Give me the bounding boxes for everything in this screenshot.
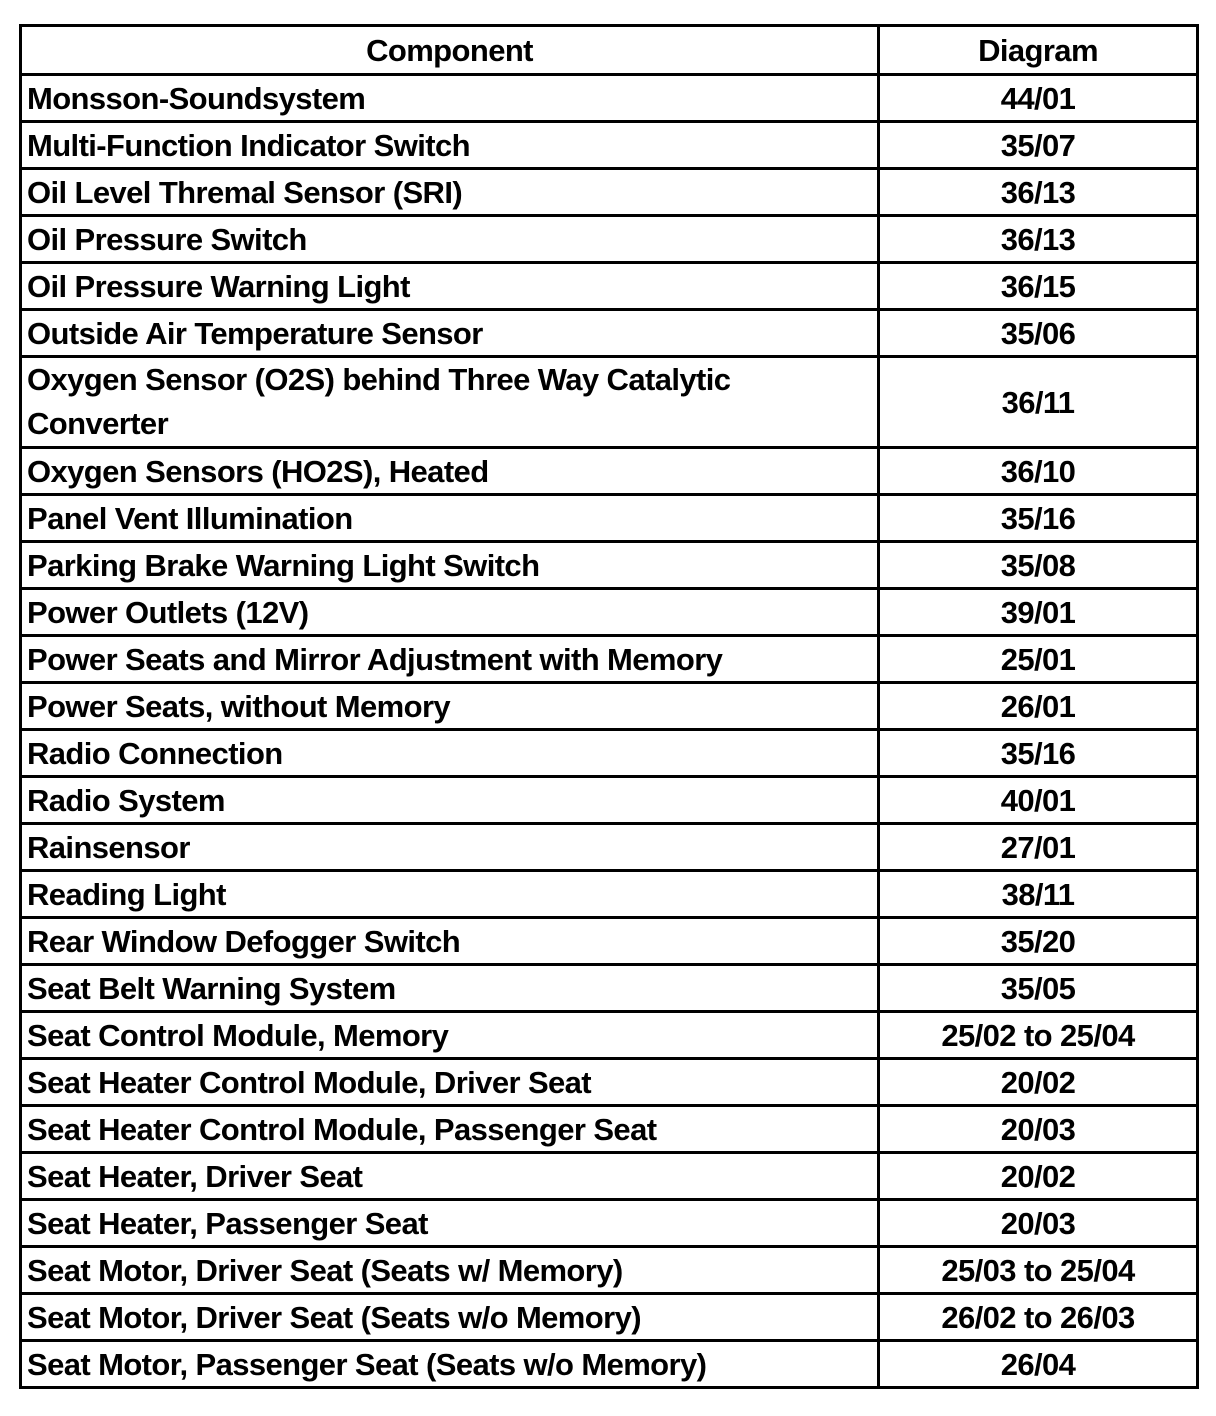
- component-cell: Seat Heater Control Module, Passenger Seat: [21, 1106, 879, 1153]
- table-row: [21, 357, 1198, 448]
- component-cell: Seat Heater, Passenger Seat: [21, 1200, 879, 1247]
- component-cell: Oil Pressure Warning Light: [21, 263, 879, 310]
- diagram-cell: 36/10: [879, 448, 1198, 495]
- diagram-cell: 26/04: [879, 1341, 1198, 1388]
- table-row: [21, 542, 1198, 589]
- diagram-cell: 25/01: [879, 636, 1198, 683]
- diagram-cell: 35/07: [879, 122, 1198, 169]
- table-row: [21, 589, 1198, 636]
- table-row: [21, 1153, 1198, 1200]
- table-row: [21, 918, 1198, 965]
- component-cell: Outside Air Temperature Sensor: [21, 310, 879, 357]
- table-header-row: [21, 26, 1198, 75]
- table-row: [21, 1059, 1198, 1106]
- component-diagram-table-container: [19, 24, 1196, 1389]
- table-row: [21, 1341, 1198, 1388]
- diagram-cell: 26/02 to 26/03: [879, 1294, 1198, 1341]
- table-row: [21, 495, 1198, 542]
- diagram-cell: 35/20: [879, 918, 1198, 965]
- diagram-cell: 27/01: [879, 824, 1198, 871]
- component-cell: Radio System: [21, 777, 879, 824]
- diagram-cell: 35/16: [879, 730, 1198, 777]
- diagram-cell: 39/01: [879, 589, 1198, 636]
- diagram-cell: 20/02: [879, 1153, 1198, 1200]
- component-cell: Seat Heater, Driver Seat: [21, 1153, 879, 1200]
- table-row: [21, 122, 1198, 169]
- component-cell: Power Outlets (12V): [21, 589, 879, 636]
- component-cell: Seat Belt Warning System: [21, 965, 879, 1012]
- table-row: [21, 871, 1198, 918]
- component-cell: Power Seats and Mirror Adjustment with Memory: [21, 636, 879, 683]
- table-row: [21, 1012, 1198, 1059]
- column-header-component: Component: [21, 26, 879, 75]
- component-cell: Oxygen Sensors (HO2S), Heated: [21, 448, 879, 495]
- table-row: [21, 777, 1198, 824]
- diagram-cell: 20/02: [879, 1059, 1198, 1106]
- diagram-cell: 44/01: [879, 75, 1198, 122]
- component-cell: Seat Motor, Driver Seat (Seats w/ Memory): [21, 1247, 879, 1294]
- table-body: [21, 75, 1198, 1388]
- component-cell: Rainsensor: [21, 824, 879, 871]
- component-cell: Multi-Function Indicator Switch: [21, 122, 879, 169]
- component-diagram-table: [19, 24, 1199, 1389]
- diagram-cell: 25/03 to 25/04: [879, 1247, 1198, 1294]
- component-cell: Parking Brake Warning Light Switch: [21, 542, 879, 589]
- table-row: [21, 824, 1198, 871]
- diagram-cell: 25/02 to 25/04: [879, 1012, 1198, 1059]
- component-cell: Oil Level Thremal Sensor (SRI): [21, 169, 879, 216]
- diagram-cell: 36/11: [879, 357, 1198, 448]
- component-cell: Radio Connection: [21, 730, 879, 777]
- diagram-cell: 38/11: [879, 871, 1198, 918]
- table-row: [21, 263, 1198, 310]
- table-row: [21, 310, 1198, 357]
- diagram-cell: 36/13: [879, 216, 1198, 263]
- component-cell: Rear Window Defogger Switch: [21, 918, 879, 965]
- table-row: [21, 1200, 1198, 1247]
- component-cell: Panel Vent Illumination: [21, 495, 879, 542]
- diagram-cell: 20/03: [879, 1106, 1198, 1153]
- column-header-diagram: Diagram: [879, 26, 1198, 75]
- diagram-cell: 40/01: [879, 777, 1198, 824]
- diagram-cell: 20/03: [879, 1200, 1198, 1247]
- component-cell: Seat Motor, Passenger Seat (Seats w/o Memory): [21, 1341, 879, 1388]
- component-cell: Seat Motor, Driver Seat (Seats w/o Memory): [21, 1294, 879, 1341]
- diagram-cell: 35/16: [879, 495, 1198, 542]
- diagram-cell: 35/08: [879, 542, 1198, 589]
- table-row: [21, 683, 1198, 730]
- component-cell: Monsson-Soundsystem: [21, 75, 879, 122]
- table-row: [21, 1106, 1198, 1153]
- table-row: [21, 216, 1198, 263]
- component-cell: Seat Control Module, Memory: [21, 1012, 879, 1059]
- component-cell: Oil Pressure Switch: [21, 216, 879, 263]
- table-row: [21, 75, 1198, 122]
- diagram-cell: 35/05: [879, 965, 1198, 1012]
- table-row: [21, 169, 1198, 216]
- diagram-cell: 26/01: [879, 683, 1198, 730]
- component-cell: Reading Light: [21, 871, 879, 918]
- diagram-cell: 36/13: [879, 169, 1198, 216]
- table-row: [21, 730, 1198, 777]
- component-cell: Power Seats, without Memory: [21, 683, 879, 730]
- table-row: [21, 448, 1198, 495]
- diagram-cell: 36/15: [879, 263, 1198, 310]
- table-row: [21, 965, 1198, 1012]
- table-row: [21, 636, 1198, 683]
- component-cell: Oxygen Sensor (O2S) behind Three Way Catalytic Converter: [21, 357, 879, 448]
- component-cell: Seat Heater Control Module, Driver Seat: [21, 1059, 879, 1106]
- table-row: [21, 1294, 1198, 1341]
- diagram-cell: 35/06: [879, 310, 1198, 357]
- table-row: [21, 1247, 1198, 1294]
